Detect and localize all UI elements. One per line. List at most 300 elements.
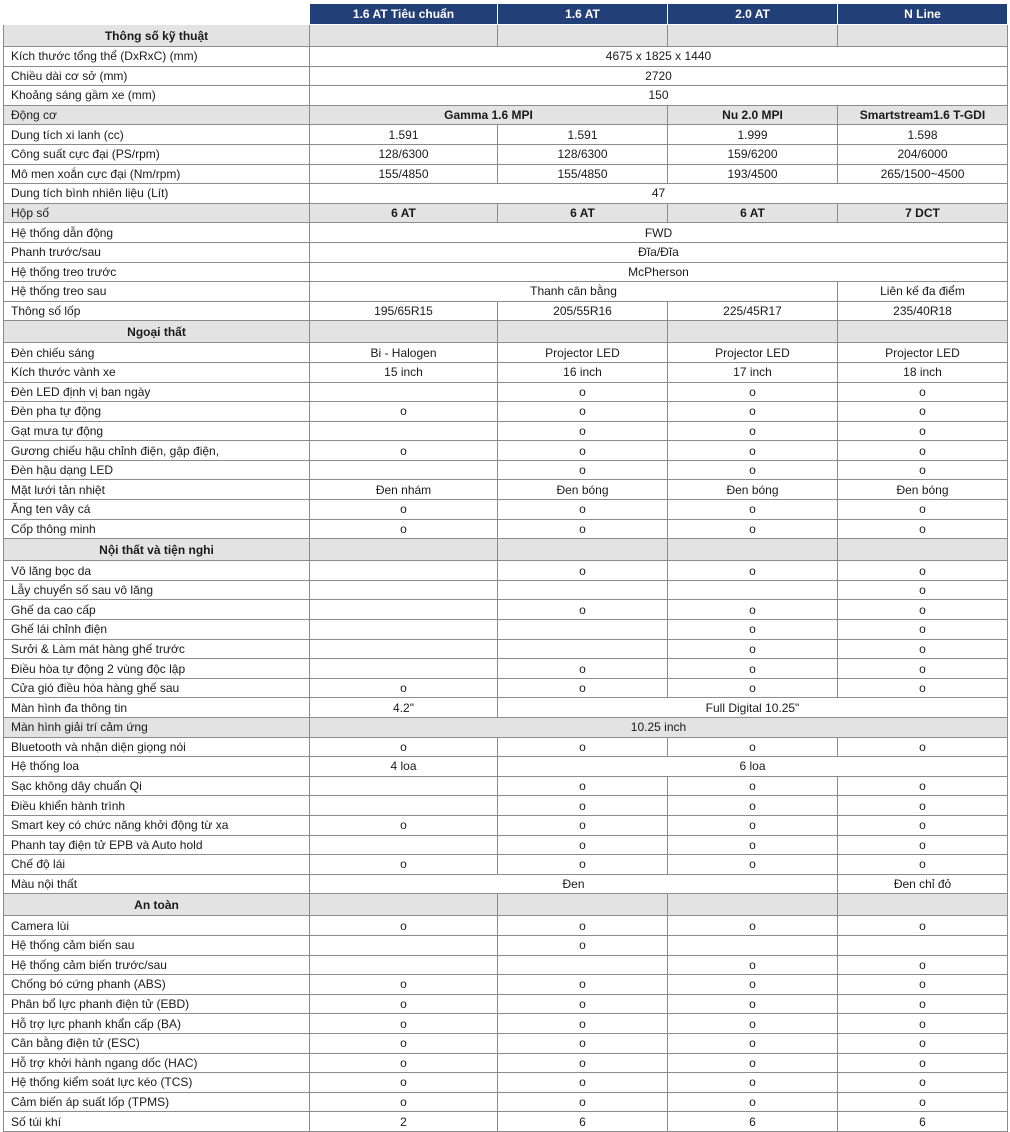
row-label: Động cơ [4,105,310,125]
table-row [4,480,1008,500]
row-label: Màn hình đa thông tin [4,698,310,718]
value-cell: o [668,678,838,698]
section-blank-cell [498,25,668,47]
table-row [4,835,1008,855]
value-cell: o [838,1014,1008,1034]
table-row [4,164,1008,184]
table-row [4,874,1008,894]
value-cell: Đen bóng [498,480,668,500]
row-label: Dung tích xi lanh (cc) [4,125,310,145]
value-cell: o [310,402,498,422]
value-cell: o [310,519,498,539]
value-cell: o [310,1092,498,1112]
value-cell: o [838,796,1008,816]
value-cell: o [838,460,1008,480]
table-row [4,1014,1008,1034]
table-row [4,975,1008,995]
value-cell: o [838,1053,1008,1073]
value-cell: o [668,659,838,679]
value-cell: 1.591 [498,125,668,145]
value-cell: 159/6200 [668,144,838,164]
value-cell [668,935,838,955]
section-blank-cell [310,894,498,916]
value-cell: Đĩa/Đĩa [310,242,1008,262]
table-row [4,343,1008,363]
row-label: Phanh trước/sau [4,242,310,262]
value-cell: o [838,500,1008,520]
table-row [4,1033,1008,1053]
value-cell: McPherson [310,262,1008,282]
section-blank-cell [668,539,838,561]
value-cell: 6 [838,1112,1008,1132]
table-row [4,815,1008,835]
value-cell: o [838,580,1008,600]
table-row [4,1092,1008,1112]
table-row [4,184,1008,204]
section-blank-cell [668,25,838,47]
value-cell [310,600,498,620]
value-cell [310,776,498,796]
section-header-row [4,321,1008,343]
value-cell: o [668,441,838,461]
value-cell: o [838,916,1008,936]
value-cell: 4 loa [310,757,498,777]
column-header: N Line [838,4,1008,25]
value-cell: o [498,402,668,422]
value-cell: FWD [310,223,1008,243]
value-cell: 2 [310,1112,498,1132]
table-row [4,994,1008,1014]
value-cell: o [668,382,838,402]
section-blank-cell [838,25,1008,47]
value-cell: o [310,975,498,995]
table-row [4,698,1008,718]
value-cell: o [668,600,838,620]
value-cell: o [498,776,668,796]
value-cell: 7 DCT [838,203,1008,223]
value-cell: o [668,1053,838,1073]
value-cell: o [668,916,838,936]
row-label: Công suất cực đại (PS/rpm) [4,144,310,164]
value-cell: o [498,678,668,698]
row-label: Bluetooth và nhận diện giọng nói [4,737,310,757]
value-cell: 204/6000 [838,144,1008,164]
value-cell: o [498,460,668,480]
value-cell: o [668,835,838,855]
row-label: Cửa gió điều hòa hàng ghế sau [4,678,310,698]
value-cell [310,935,498,955]
value-cell: o [838,1073,1008,1093]
row-label: Ghế da cao cấp [4,600,310,620]
value-cell: Đen [310,874,838,894]
value-cell: o [310,737,498,757]
value-cell: o [668,1014,838,1034]
value-cell: o [838,421,1008,441]
row-label: Kích thước tổng thể (DxRxC) (mm) [4,47,310,67]
value-cell: o [498,441,668,461]
value-cell: 1.591 [310,125,498,145]
row-label: Cốp thông minh [4,519,310,539]
row-label: Gương chiếu hậu chỉnh điện, gập điện, [4,441,310,461]
value-cell: o [310,678,498,698]
value-cell [310,580,498,600]
row-label: Mô men xoắn cực đại (Nm/rpm) [4,164,310,184]
table-row [4,301,1008,321]
value-cell: 10.25 inch [310,718,1008,738]
value-cell [310,460,498,480]
section-blank-cell [310,539,498,561]
value-cell [310,955,498,975]
table-row [4,500,1008,520]
row-label: Thông số lốp [4,301,310,321]
section-blank-cell [668,321,838,343]
row-label: Đèn chiếu sáng [4,343,310,363]
value-cell: o [498,600,668,620]
value-cell: Gamma 1.6 MPI [310,105,668,125]
value-cell: Thanh cân bằng [310,282,838,302]
column-header: 1.6 AT [498,4,668,25]
table-row [4,935,1008,955]
value-cell: o [668,500,838,520]
row-label: Hỗ trợ khởi hành ngang dốc (HAC) [4,1053,310,1073]
value-cell: o [668,994,838,1014]
value-cell: o [498,975,668,995]
value-cell: o [668,975,838,995]
header-row [4,4,1008,25]
section-blank-cell [838,894,1008,916]
value-cell [498,580,668,600]
value-cell: o [668,1092,838,1112]
row-label: Mặt lưới tản nhiệt [4,480,310,500]
section-header-row [4,894,1008,916]
value-cell: 235/40R18 [838,301,1008,321]
value-cell: o [310,1053,498,1073]
value-cell: 265/1500~4500 [838,164,1008,184]
value-cell [310,561,498,581]
section-title: Thông số kỹ thuật [4,25,310,47]
value-cell: o [838,776,1008,796]
row-label: Hệ thống dẫn động [4,223,310,243]
value-cell: o [668,620,838,640]
table-row [4,203,1008,223]
value-cell: o [310,815,498,835]
row-label: Cân bằng điện tử (ESC) [4,1033,310,1053]
row-label: Lẫy chuyển số sau vô lăng [4,580,310,600]
table-row [4,105,1008,125]
table-row [4,678,1008,698]
section-blank-cell [668,894,838,916]
value-cell: o [668,639,838,659]
value-cell: o [838,1033,1008,1053]
value-cell: o [838,737,1008,757]
row-label: Ăng ten vây cá [4,500,310,520]
table-row [4,737,1008,757]
section-title: Nội thất và tiện nghi [4,539,310,561]
value-cell [498,955,668,975]
value-cell: 2720 [310,66,1008,86]
row-label: Hệ thống kiểm soát lực kéo (TCS) [4,1073,310,1093]
value-cell: 1.598 [838,125,1008,145]
table-row [4,620,1008,640]
table-row [4,1112,1008,1132]
value-cell: o [498,737,668,757]
value-cell: o [498,1014,668,1034]
row-label: Màn hình giải trí cảm ứng [4,718,310,738]
table-row [4,125,1008,145]
value-cell: o [668,796,838,816]
value-cell: Smartstream1.6 T-GDI [838,105,1008,125]
row-label: Smart key có chức năng khởi động từ xa [4,815,310,835]
value-cell: 1.999 [668,125,838,145]
value-cell: 225/45R17 [668,301,838,321]
value-cell: 17 inch [668,362,838,382]
table-row [4,855,1008,875]
value-cell: o [310,916,498,936]
value-cell: 205/55R16 [498,301,668,321]
section-blank-cell [498,539,668,561]
section-header-row [4,25,1008,47]
value-cell: o [668,1033,838,1053]
value-cell: o [668,519,838,539]
table-row [4,144,1008,164]
table-row [4,66,1008,86]
value-cell: Bi - Halogen [310,343,498,363]
value-cell: 155/4850 [498,164,668,184]
value-cell: o [310,1014,498,1034]
value-cell: o [498,916,668,936]
row-label: Hệ thống treo trước [4,262,310,282]
value-cell: o [498,1073,668,1093]
value-cell: o [668,955,838,975]
table-row [4,718,1008,738]
table-row [4,223,1008,243]
value-cell: 18 inch [838,362,1008,382]
row-label: Hộp số [4,203,310,223]
header-corner [4,4,310,25]
value-cell: 128/6300 [498,144,668,164]
value-cell: Nu 2.0 MPI [668,105,838,125]
value-cell: o [668,815,838,835]
table-row [4,796,1008,816]
row-label: Hệ thống cảm biến sau [4,935,310,955]
value-cell: o [310,1033,498,1053]
row-label: Đèn pha tự động [4,402,310,422]
row-label: Phanh tay điện tử EPB và Auto hold [4,835,310,855]
value-cell: o [498,659,668,679]
value-cell: o [668,460,838,480]
value-cell: o [310,441,498,461]
value-cell: o [498,994,668,1014]
value-cell: Projector LED [668,343,838,363]
value-cell: Liên kế đa điểm [838,282,1008,302]
section-title: Ngoại thất [4,321,310,343]
value-cell [668,580,838,600]
value-cell: Đen chỉ đỏ [838,874,1008,894]
value-cell: o [668,402,838,422]
value-cell [310,421,498,441]
value-cell [310,382,498,402]
value-cell: o [838,441,1008,461]
table-row [4,1053,1008,1073]
table-row [4,441,1008,461]
value-cell: o [668,561,838,581]
value-cell: Projector LED [498,343,668,363]
row-label: Ghế lái chỉnh điện [4,620,310,640]
value-cell: 4.2" [310,698,498,718]
value-cell: o [498,1033,668,1053]
value-cell: o [310,1073,498,1093]
table-row [4,1073,1008,1093]
row-label: Hỗ trợ lực phanh khẩn cấp (BA) [4,1014,310,1034]
value-cell: o [498,935,668,955]
value-cell: 155/4850 [310,164,498,184]
row-label: Sạc không dây chuẩn Qi [4,776,310,796]
section-blank-cell [310,321,498,343]
row-label: Phân bổ lực phanh điện tử (EBD) [4,994,310,1014]
table-row [4,382,1008,402]
table-row [4,916,1008,936]
table-row [4,776,1008,796]
value-cell [838,935,1008,955]
row-label: Khoảng sáng gầm xe (mm) [4,86,310,106]
value-cell: o [498,421,668,441]
table-row [4,757,1008,777]
value-cell: 6 [498,1112,668,1132]
row-label: Màu nội thất [4,874,310,894]
value-cell [310,639,498,659]
value-cell: o [498,1053,668,1073]
row-label: Hệ thống cảm biến trước/sau [4,955,310,975]
value-cell: 6 AT [310,203,498,223]
table-row [4,242,1008,262]
value-cell: o [838,815,1008,835]
value-cell: 193/4500 [668,164,838,184]
value-cell: 150 [310,86,1008,106]
value-cell: 128/6300 [310,144,498,164]
section-header-row [4,539,1008,561]
value-cell: o [838,561,1008,581]
row-label: Kích thước vành xe [4,362,310,382]
value-cell: o [668,1073,838,1093]
value-cell: o [668,776,838,796]
value-cell: o [838,855,1008,875]
row-label: Sưởi & Làm mát hàng ghế trước [4,639,310,659]
table-row [4,955,1008,975]
value-cell: o [310,994,498,1014]
value-cell [310,620,498,640]
value-cell [310,659,498,679]
value-cell [498,620,668,640]
row-label: Điều hòa tự động 2 vùng độc lập [4,659,310,679]
value-cell: 16 inch [498,362,668,382]
value-cell: 6 AT [668,203,838,223]
value-cell: 6 [668,1112,838,1132]
row-label: Cảm biến áp suất lốp (TPMS) [4,1092,310,1112]
table-row [4,561,1008,581]
spec-table [3,3,1008,1132]
value-cell: o [668,421,838,441]
table-row [4,659,1008,679]
row-label: Đèn hậu dạng LED [4,460,310,480]
section-blank-cell [498,321,668,343]
value-cell: o [838,382,1008,402]
row-label: Chống bó cứng phanh (ABS) [4,975,310,995]
table-row [4,639,1008,659]
value-cell: o [498,561,668,581]
section-blank-cell [838,321,1008,343]
table-row [4,402,1008,422]
table-row [4,460,1008,480]
row-label: Camera lùi [4,916,310,936]
value-cell: o [498,500,668,520]
value-cell: 6 AT [498,203,668,223]
value-cell: o [310,855,498,875]
row-label: Số túi khí [4,1112,310,1132]
row-label: Dung tích bình nhiên liệu (Lít) [4,184,310,204]
table-row [4,282,1008,302]
row-label: Điều khiển hành trình [4,796,310,816]
row-label: Đèn LED định vị ban ngày [4,382,310,402]
value-cell: o [310,500,498,520]
value-cell: o [838,639,1008,659]
value-cell: o [498,382,668,402]
value-cell: 15 inch [310,362,498,382]
column-header: 1.6 AT Tiêu chuẩn [310,4,498,25]
value-cell: Đen bóng [838,480,1008,500]
row-label: Chiều dài cơ sở (mm) [4,66,310,86]
value-cell [498,639,668,659]
value-cell: o [838,678,1008,698]
value-cell: o [498,796,668,816]
value-cell: o [838,835,1008,855]
row-label: Vô lăng bọc da [4,561,310,581]
value-cell: o [838,659,1008,679]
section-blank-cell [498,894,668,916]
table-row [4,47,1008,67]
value-cell: o [838,955,1008,975]
table-row [4,580,1008,600]
value-cell [310,835,498,855]
value-cell: o [838,402,1008,422]
row-label: Gạt mưa tự động [4,421,310,441]
value-cell: o [838,1092,1008,1112]
column-header: 2.0 AT [668,4,838,25]
value-cell: 4675 x 1825 x 1440 [310,47,1008,67]
section-blank-cell [838,539,1008,561]
table-row [4,519,1008,539]
value-cell: 195/65R15 [310,301,498,321]
value-cell: Đen bóng [668,480,838,500]
value-cell [310,796,498,816]
value-cell: o [498,855,668,875]
value-cell: 6 loa [498,757,1008,777]
table-row [4,362,1008,382]
value-cell: o [498,1092,668,1112]
value-cell: o [838,975,1008,995]
value-cell: Đen nhám [310,480,498,500]
value-cell: o [838,620,1008,640]
row-label: Hệ thống treo sau [4,282,310,302]
section-title: An toàn [4,894,310,916]
value-cell: o [838,519,1008,539]
table-row [4,600,1008,620]
value-cell: o [668,737,838,757]
value-cell: Projector LED [838,343,1008,363]
value-cell: o [838,600,1008,620]
value-cell: o [498,519,668,539]
spec-table-body [4,25,1008,1132]
row-label: Chế độ lái [4,855,310,875]
